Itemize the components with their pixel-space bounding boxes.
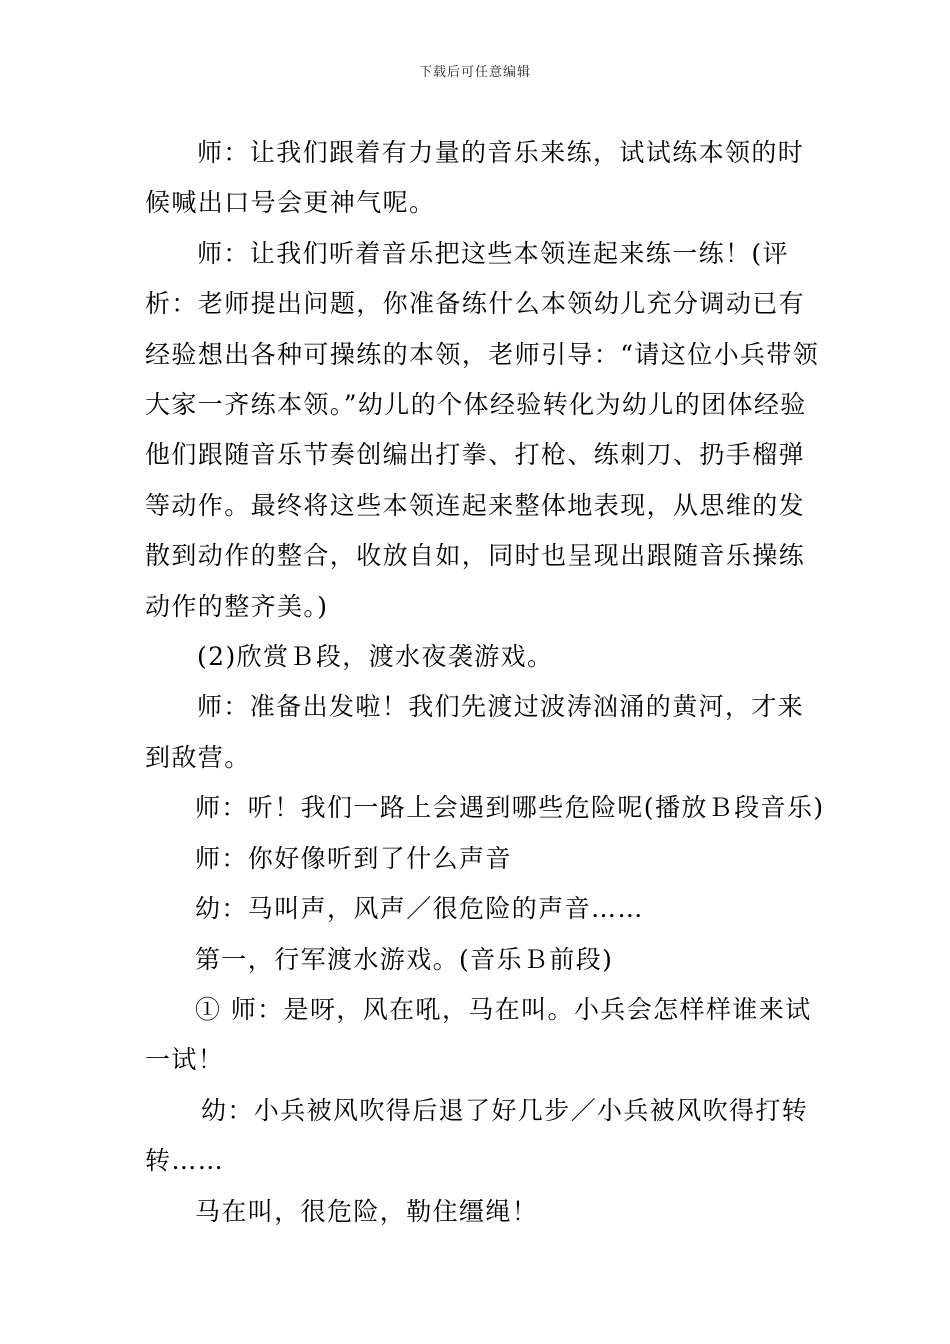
text-line: 等动作。最终将这些本领连起来整体地表现，从思维的发 (145, 490, 806, 520)
paragraph-6 (145, 834, 825, 884)
text-line: 幼：马叫声，风声／很危险的声音…… (195, 894, 644, 924)
text-line: 到敌营。 (145, 742, 251, 772)
text-line: 老师提出问题，你准备练什么本领幼儿充分调动已有经验 (145, 289, 806, 369)
text-line: 第一，行军渡水游戏。(音乐Ｂ前段) (195, 944, 614, 974)
text-line: 师：听！我们一路上会遇到哪些危险呢(播放Ｂ段音乐) (195, 793, 825, 823)
text-line: 他们跟随音乐节奏创编出打拳、打枪、练刺刀、扔手榴弹 (145, 440, 806, 470)
page-header: 下载后可任意编辑 (418, 65, 531, 80)
text-line: 动作的整齐美。) (145, 591, 329, 621)
text-line: 家一齐练本领。”幼儿的个体经验转化为幼儿的团体经验 (171, 390, 807, 420)
paragraph-7 (145, 884, 825, 934)
text-line: 幼：小兵被风吹得后退了好几步／小兵被风吹得打转 (201, 1095, 809, 1125)
paragraph-2 (145, 229, 825, 632)
paragraph-5 (145, 783, 825, 833)
text-line: (2)欣赏Ｂ段，渡水夜袭游戏。 (197, 642, 554, 672)
text-line: 师：你好像听到了什么声音 (195, 843, 512, 873)
paragraph-11 (145, 1187, 825, 1237)
text-line: 一试！ (145, 1045, 225, 1075)
text-line: ① 师：是呀，风在吼，马在叫。小兵会怎样样谁来试 (195, 994, 812, 1024)
paragraph-1 (145, 128, 825, 229)
paragraph-3 (145, 632, 825, 682)
text-line: 马在叫，很危险，勒住缰绳！ (195, 1196, 539, 1226)
text-line: 散到动作的整合，收放自如，同时也呈现出跟随音乐操练 (145, 541, 806, 571)
text-line: 想出各种可操练的本领，老师引导：“请这位小兵带领大 (145, 339, 820, 420)
paragraph-8 (145, 935, 825, 985)
text-line: 转…… (145, 1146, 225, 1176)
document-body (145, 128, 825, 1237)
text-line: 师：让我们听着音乐把这些本领连起来练一练！(评析： (145, 238, 789, 319)
text-line: 候喊出口号会更神气呢。 (145, 188, 436, 218)
text-line: 师：让我们跟着有力量的音乐来练，试试练本领的时 (197, 138, 805, 167)
paragraph-9 (145, 985, 825, 1086)
paragraph-10 (145, 1086, 825, 1187)
text-line: 师：准备出发啦！我们先渡过波涛汹涌的黄河，才来 (197, 692, 805, 722)
paragraph-4 (145, 682, 825, 783)
